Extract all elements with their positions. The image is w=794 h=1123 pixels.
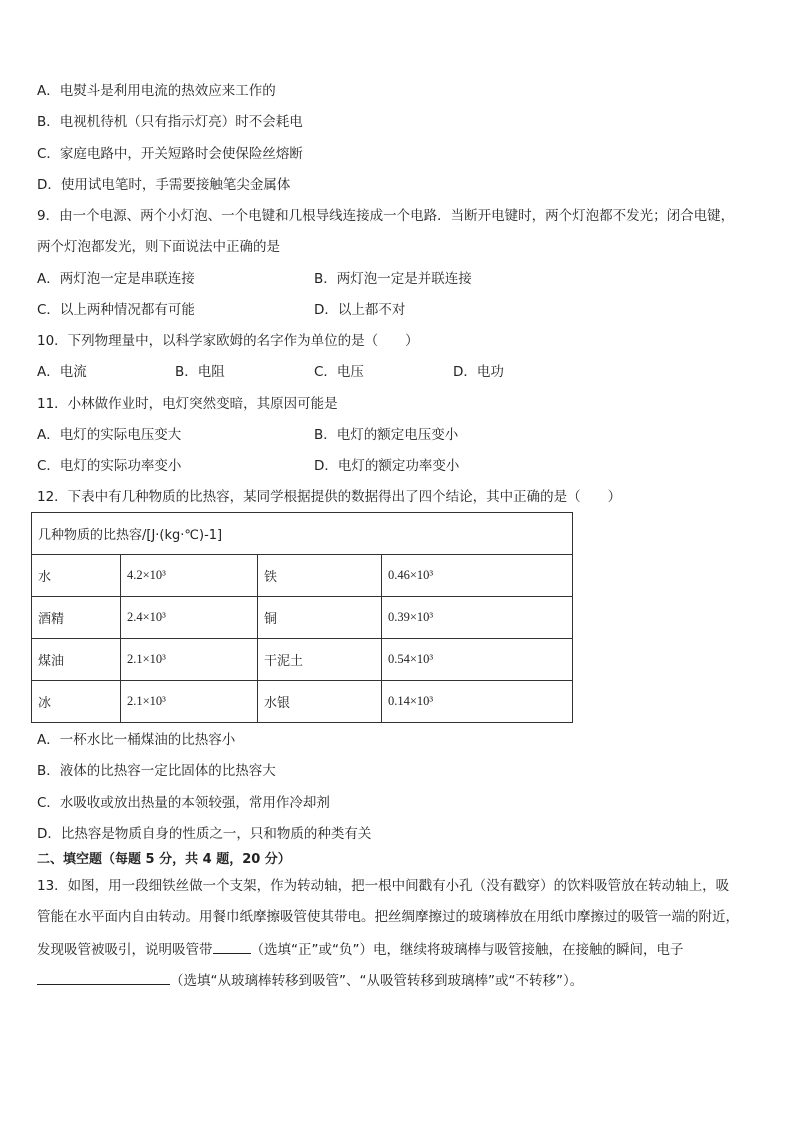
section-title: 二、填空题（每题 5 分，共 4 题，20 分） <box>37 852 291 867</box>
q9-option-b: B．两灯泡一定是并联连接 <box>314 271 472 287</box>
table-cell: 0.46×10³ <box>382 555 573 597</box>
table-title: 几种物质的比热容/[J·(kg·℃)-1] <box>32 513 573 555</box>
table-cell: 4.2×10³ <box>121 555 258 597</box>
table-cell: 铜 <box>258 597 382 639</box>
table-cell: 酒精 <box>32 597 121 639</box>
q8-option-d: D．使用试电笔时，手需要接触笔尖金属体 <box>37 177 291 193</box>
q11-option-c: C．电灯的实际功率变小 <box>37 458 182 474</box>
table-cell: 2.1×10³ <box>121 681 258 723</box>
specific-heat-table <box>31 512 573 723</box>
answer-blank-2[interactable] <box>37 970 170 985</box>
q9-stem-line1: 9．由一个电源、两个小灯泡、一个电键和几根导线连接成一个电路．当断开电键时，两个灯泡都不发光；闭合电键， <box>37 208 735 224</box>
q13-line2: 管能在水平面内自由转动。用餐巾纸摩擦吸管使其带电。把丝绸摩擦过的玻璃棒放在用纸巾摩擦过的吸管一端的附近， <box>37 909 739 925</box>
q9-option-d: D．以上都不对 <box>314 302 406 318</box>
table-cell: 水 <box>32 555 121 597</box>
q11-option-a: A．电灯的实际电压变大 <box>37 427 182 443</box>
table-row <box>32 681 573 723</box>
table-cell: 2.1×10³ <box>121 639 258 681</box>
q9-stem-line2: 两个灯泡都发光，则下面说法中正确的是 <box>37 239 280 255</box>
q13-line3-text: 发现吸管被吸引，说明吸管带 <box>37 942 213 958</box>
q8-option-c: C．家庭电路中，开关短路时会使保险丝熔断 <box>37 146 303 162</box>
q11-option-b: B．电灯的额定电压变小 <box>314 427 459 443</box>
q9-option-a: A．两灯泡一定是串联连接 <box>37 271 195 287</box>
table-cell: 0.54×10³ <box>382 639 573 681</box>
q10-stem: 10．下列物理量中，以科学家欧姆的名字作为单位的是（ ） <box>37 333 419 349</box>
q8-option-b: B．电视机待机（只有指示灯亮）时不会耗电 <box>37 114 303 130</box>
table-row <box>32 639 573 681</box>
q12-option-d: D．比热容是物质自身的性质之一，只和物质的种类有关 <box>37 826 372 842</box>
q11-stem: 11．小林做作业时，电灯突然变暗，其原因可能是 <box>37 396 338 412</box>
table-cell: 0.39×10³ <box>382 597 573 639</box>
table-cell: 冰 <box>32 681 121 723</box>
table-cell: 2.4×10³ <box>121 597 258 639</box>
table-cell: 0.14×10³ <box>382 681 573 723</box>
q10-option-d: D．电功 <box>453 364 504 380</box>
q10-option-b: B．电阻 <box>175 364 225 380</box>
q10-option-c: C．电压 <box>314 364 364 380</box>
table-cell: 煤油 <box>32 639 121 681</box>
q13-line4 <box>37 970 583 990</box>
q10-option-a: A．电流 <box>37 364 87 380</box>
q13-line1: 13．如图，用一段细铁丝做一个支架，作为转动轴，把一根中间戳有小孔（没有戳穿）的饮料吸管放在转动轴上，吸 <box>37 878 730 894</box>
q12-option-b: B．液体的比热容一定比固体的比热容大 <box>37 763 276 779</box>
table-cell: 干泥土 <box>258 639 382 681</box>
q12-stem: 12．下表中有几种物质的比热容，某同学根据提供的数据得出了四个结论，其中正确的是（ ） <box>37 489 622 505</box>
q8-option-a: A．电熨斗是利用电流的热效应来工作的 <box>37 83 276 99</box>
q12-option-a: A．一杯水比一桶煤油的比热容小 <box>37 732 236 748</box>
q13-line3 <box>37 939 683 959</box>
table-cell: 铁 <box>258 555 382 597</box>
table-cell: 水银 <box>258 681 382 723</box>
table-row <box>32 597 573 639</box>
q11-option-d: D．电灯的额定功率变小 <box>314 458 460 474</box>
table-title-row <box>32 513 573 555</box>
table-row <box>32 555 573 597</box>
q9-option-c: C．以上两种情况都有可能 <box>37 302 195 318</box>
q13-line3-text-after: （选填“正”或“负”）电，继续将玻璃棒与吸管接触，在接触的瞬间，电子 <box>250 942 684 958</box>
q12-option-c: C．水吸收或放出热量的本领较强，常用作冷却剂 <box>37 795 330 811</box>
q13-line4-text: （选填“从玻璃棒转移到吸管”、“从吸管转移到玻璃棒”或“不转移”）。 <box>170 973 584 989</box>
answer-blank-1[interactable] <box>213 939 251 954</box>
